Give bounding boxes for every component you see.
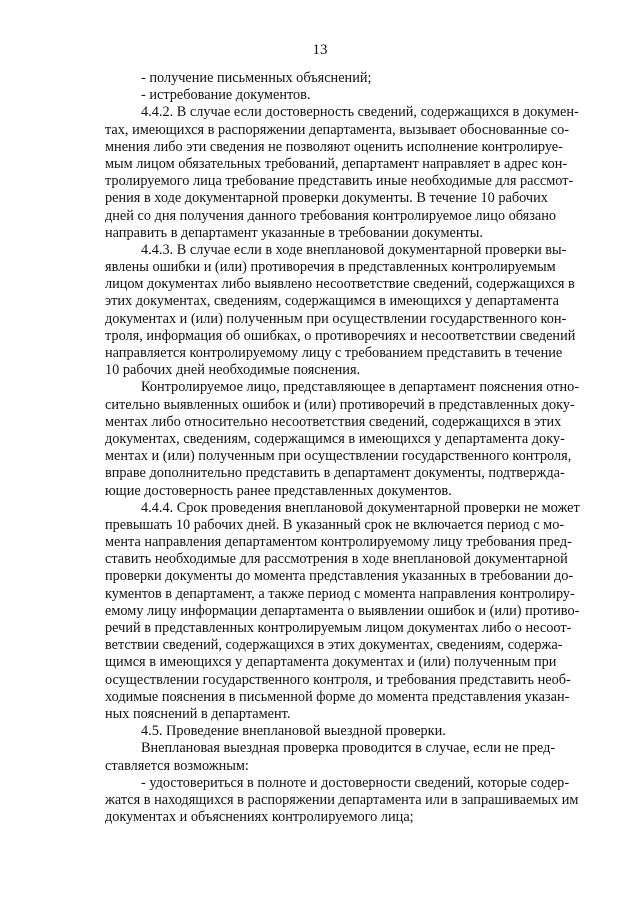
- text-line: ставляется возможным:: [105, 757, 249, 774]
- text-line: осуществлении государственного контроля, и требования представить необ-: [105, 671, 571, 688]
- text-line: документах и объяснениях контролируемого лица;: [105, 809, 414, 826]
- text-line: рения в ходе документарной проверки документы. В течение 10 рабочих: [105, 190, 548, 207]
- text-line: превышать 10 рабочих дней. В указанный срок не включается период с мо-: [105, 516, 565, 533]
- text-line: этих документах, сведениям, содержащимся в имеющихся у департамента: [105, 293, 559, 310]
- text-line: Внеплановая выездная проверка проводится в случае, если не пред-: [141, 740, 556, 757]
- document-body: [105, 70, 580, 826]
- text-line: лицом документах либо выявлено несоответствие сведений, содержащихся в: [105, 276, 575, 293]
- text-line: направить в департамент указанные в требовании документы.: [105, 224, 483, 241]
- page-number: 13: [312, 42, 328, 58]
- text-line: 4.5. Проведение внеплановой выездной проверки.: [141, 723, 446, 740]
- text-line: ходимые пояснения в письменной форме до момента представления указан-: [105, 688, 570, 705]
- text-line: 4.4.4. Срок проведения внеплановой документарной проверки не может: [141, 499, 580, 516]
- text-line: щимся в имеющихся у департамента документах и (или) полученным при: [105, 654, 557, 671]
- text-line: ментах либо относительно несоответствия сведений, содержащихся в этих: [105, 413, 562, 430]
- text-line: дней со дня получения данного требования контролируемое лицо обязано: [105, 207, 557, 224]
- text-line: троля, информация об ошибках, о противоречиях и несоответствии сведений: [105, 327, 576, 344]
- text-line: емому лицу информации департамента о выявлении ошибок и (или) противо-: [105, 602, 580, 619]
- text-line: кументов в департамент, а также период с момента направления контролиру-: [105, 585, 575, 602]
- text-line: тах, имеющихся в распоряжении департамента, вызывает обоснованные со-: [105, 121, 569, 138]
- text-line: сительно выявленных ошибок и (или) противоречий в представленных доку-: [105, 396, 575, 413]
- text-line: мнения либо эти сведения не позволяют оценить исполнение контролируе-: [105, 138, 563, 155]
- text-line: 10 рабочих дней необходимые пояснения.: [105, 362, 361, 379]
- text-line: - удостовериться в полноте и достоверности сведений, которые содер-: [141, 774, 570, 791]
- text-line: мента направления департаментом контролируемому лицу требования пред-: [105, 534, 572, 551]
- text-line: вправе дополнительно представить в департамент документы, подтвержда-: [105, 465, 565, 482]
- text-line: ветствии сведений, содержащихся в этих документах, сведениям, содержа-: [105, 637, 563, 654]
- text-line: явлены ошибки и (или) противоречия в представленных контролируемым: [105, 259, 556, 276]
- text-line: ставить необходимые для рассмотрения в ходе внеплановой документарной: [105, 551, 568, 568]
- text-line: 4.4.2. В случае если достоверность сведений, содержащихся в докумен-: [141, 104, 579, 121]
- text-line: 4.4.3. В случае если в ходе внеплановой документарной проверки вы-: [141, 241, 567, 258]
- text-line: речий в представленных контролируемым лицом документах либо о несоот-: [105, 620, 572, 636]
- text-line: ных пояснений в департамент.: [105, 705, 291, 722]
- text-line: документах, сведениям, содержащимся в имеющихся у департамента доку-: [105, 430, 565, 447]
- text-line: - истребование документов.: [141, 87, 311, 104]
- text-line: направляется контролируемому лицу с требованием представить в течение: [105, 345, 563, 361]
- text-line: ментах и (или) полученным при осуществлении государственного контроля,: [105, 448, 572, 465]
- text-line: проверки документы до момента представления указанных в требовании до-: [105, 568, 574, 585]
- text-line: жатся в находящихся в распоряжении департамента или в запрашиваемых им: [105, 791, 579, 808]
- text-line: документах и (или) полученным при осуществлении государственного кон-: [105, 310, 567, 327]
- text-line: Контролируемое лицо, представляющее в департамент пояснения отно-: [141, 379, 580, 396]
- text-line: мым лицом обязательных требований, департамент направляет в адрес кон-: [105, 155, 568, 172]
- text-line: - получение письменных объяснений;: [141, 70, 372, 86]
- text-line: ющие достоверность ранее представленных документов.: [105, 482, 452, 499]
- text-line: тролируемого лица требование представить иные необходимые для рассмот-: [105, 173, 574, 190]
